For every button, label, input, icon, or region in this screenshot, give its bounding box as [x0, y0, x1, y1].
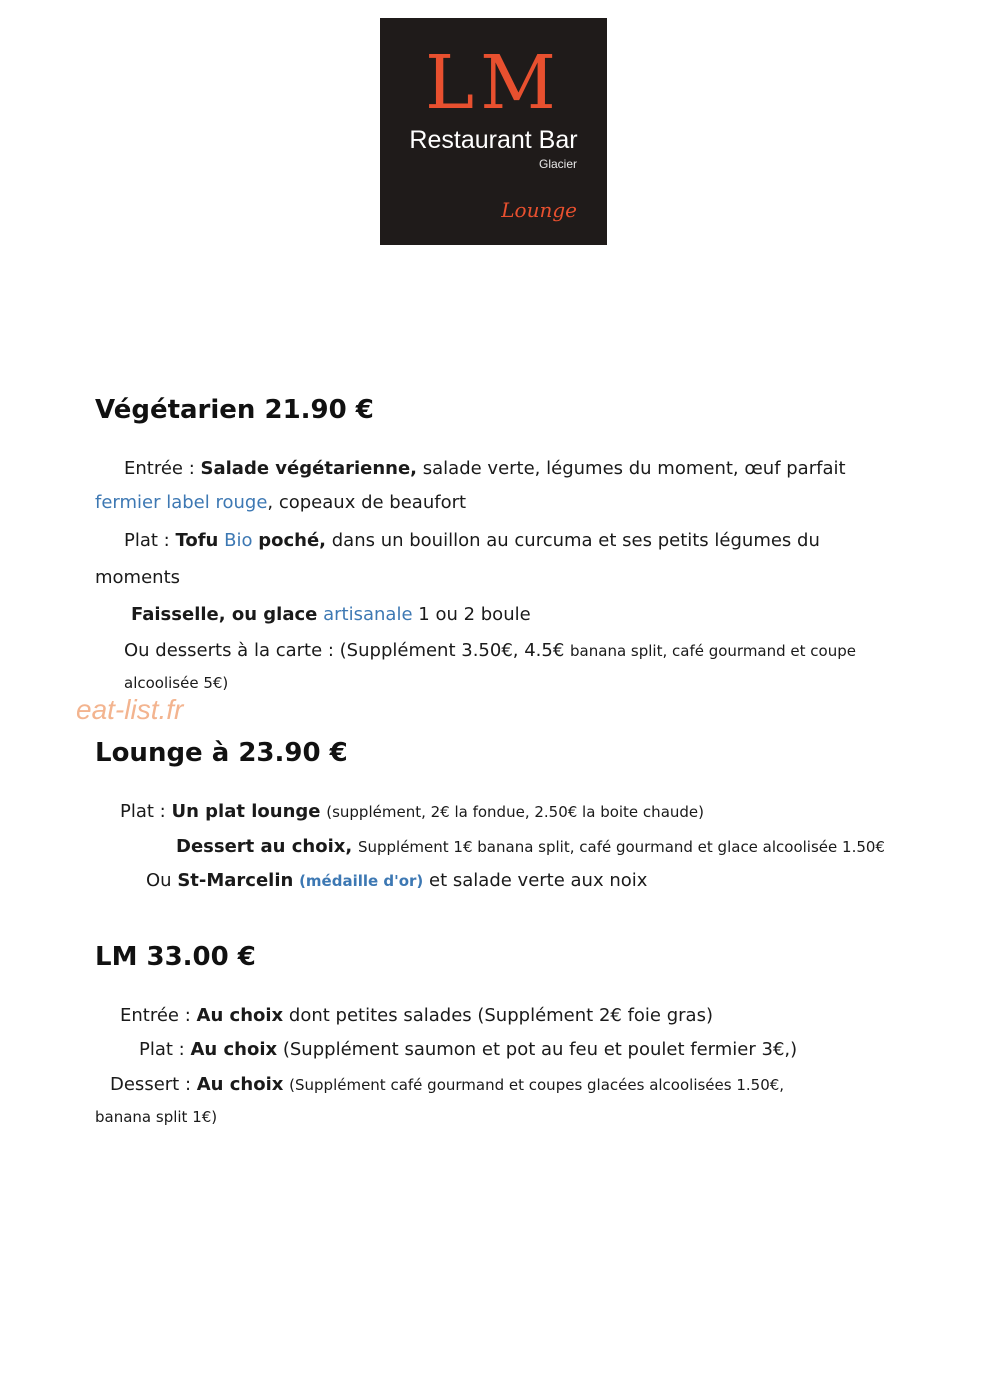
menu-line-dessert	[110, 1074, 784, 1095]
course-label: Plat :	[139, 1039, 185, 1060]
dish-desc-small: Supplément 1€ banana split, café gourmand et glace alcoolisée 1.50€	[357, 838, 885, 856]
dish-name: Au choix	[190, 1039, 278, 1060]
menu-line-entree-cont	[95, 492, 466, 513]
menu-line-fromage	[146, 870, 647, 891]
dish-name: Dessert au choix,	[176, 836, 353, 857]
course-label: Ou	[146, 870, 172, 891]
menu-line-dessert-alt	[124, 640, 856, 661]
menu-line-dessert	[131, 604, 531, 625]
dish-desc-small: (Supplément café gourmand et coupes glacées alcoolisées 1.50€,	[289, 1076, 785, 1094]
dish-highlight: Bio	[224, 530, 253, 551]
dish-name: Salade végétarienne,	[200, 458, 418, 479]
dish-name: St-Marcelin	[177, 870, 294, 891]
watermark: eat-list.fr	[76, 694, 184, 725]
logo-name: Restaurant Bar	[409, 126, 578, 154]
dish-highlight: (médaille d'or)	[299, 872, 424, 890]
dish-highlight: artisanale	[323, 604, 413, 625]
logo-monogram: LM	[425, 40, 562, 126]
menu-line-dessert	[176, 836, 885, 857]
course-label: Plat :	[124, 530, 170, 551]
dish-desc: salade verte, légumes du moment, œuf parfait	[422, 458, 846, 479]
section-title-vegetarien: Végétarien 21.90 €	[95, 395, 374, 425]
menu-line-entree	[124, 458, 846, 479]
menu-line-plat	[120, 801, 704, 822]
menu-line-plat	[139, 1039, 797, 1060]
dish-desc: 1 ou 2 boule	[418, 604, 531, 625]
dish-name: Au choix	[196, 1074, 284, 1095]
dish-desc: , copeaux de beaufort	[267, 492, 467, 513]
dish-desc: (Supplément saumon et pot au feu et poulet fermier 3€,)	[282, 1039, 798, 1060]
dish-desc-small: (supplément, 2€ la fondue, 2.50€ la boite chaude)	[326, 803, 704, 821]
logo-sub: Glacier	[538, 157, 577, 171]
logo-tag: Lounge	[501, 198, 577, 222]
menu-line-plat	[124, 530, 820, 551]
dish-desc: et salade verte aux noix	[429, 870, 648, 891]
course-label: Entrée :	[124, 458, 195, 479]
course-label: Entrée :	[120, 1005, 191, 1026]
dish-desc: dans un bouillon au curcuma et ses petits légumes du	[331, 530, 820, 551]
dish-name: poché,	[258, 530, 326, 551]
dish-name: Au choix	[196, 1005, 284, 1026]
dish-desc: dont petites salades (Supplément 2€ foie gras)	[288, 1005, 713, 1026]
dish-desc: Ou desserts à la carte : (Supplément 3.50€, 4.5€	[124, 640, 565, 661]
course-label: Dessert :	[110, 1074, 192, 1095]
dish-name: Faisselle, ou glace	[131, 604, 318, 625]
section-title-lounge: Lounge à 23.90 €	[95, 738, 348, 768]
menu-line-dessert-cont: banana split 1€)	[95, 1108, 218, 1126]
menu-line-plat-cont: moments	[95, 567, 180, 588]
restaurant-logo	[380, 18, 607, 245]
menu-line-dessert-alt-cont: alcoolisée 5€)	[124, 674, 229, 692]
dish-name: Un plat lounge	[171, 801, 321, 822]
dish-name: Tofu	[175, 530, 219, 551]
section-title-lm: LM 33.00 €	[95, 942, 256, 972]
menu-line-entree	[120, 1005, 713, 1026]
dish-desc-small: banana split, café gourmand et coupe	[570, 642, 856, 660]
dish-highlight: fermier label rouge	[95, 492, 268, 513]
course-label: Plat :	[120, 801, 166, 822]
